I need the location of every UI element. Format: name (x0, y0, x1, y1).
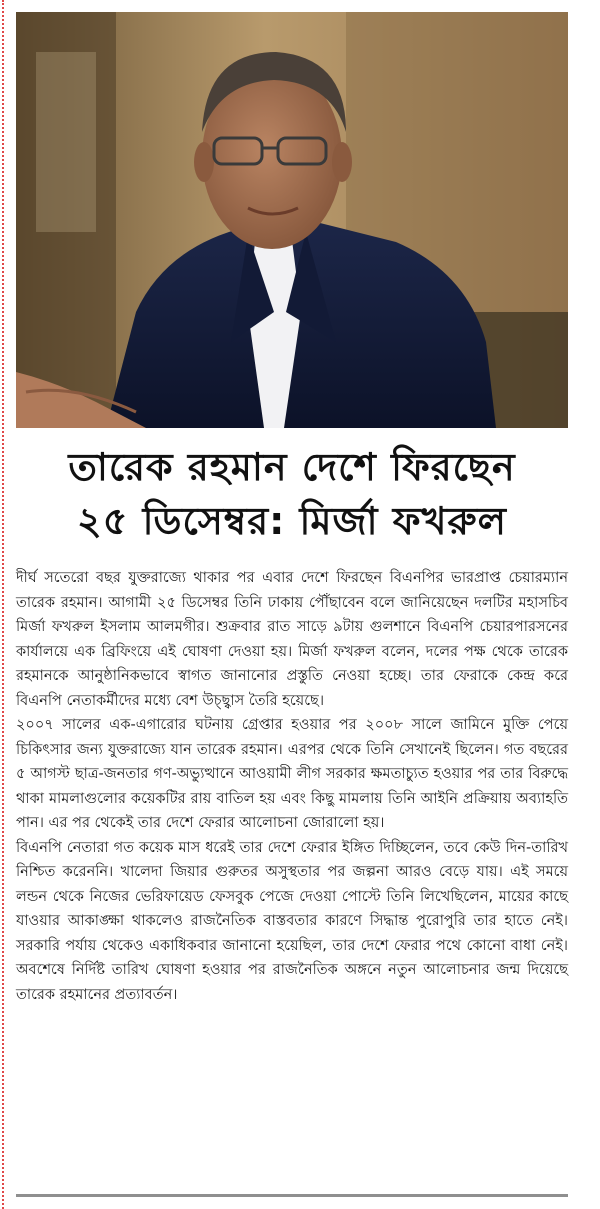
headline-line-1: তারেক রহমান দেশে ফিরছেন (68, 445, 516, 489)
portrait-illustration (16, 12, 568, 428)
page-edge-dotted-border (2, 0, 4, 1209)
bottom-divider (16, 1194, 568, 1197)
article-headline (16, 440, 568, 548)
headline-line-2: ২৫ ডিসেম্বর: মির্জা ফখরুল (77, 499, 507, 543)
article-paragraph: বিএনপি নেতারা গত কয়েক মাস ধরেই তার দেশে ফেরার ইঙ্গিত দিচ্ছিলেন, তবে কেউ দিন-তারিখ নিশ্চিত করেননি। খালেদা জিয়ার গুরুতর অসুস্থতার পর জল্পনা আরও বেড়ে যায়। এই সময়ে লন্ডন থেকে নিজের ভেরিফায়েড ফেসবুক পেজে দেওয়া পোস্টে তিনি লিখেছিলেন, মায়ের কাছে যাওয়ার আকাঙ্ক্ষা থাকলেও রাজনৈতিক বাস্তবতার কারণে সিদ্ধান্ত পুরোপুরি তার হাতে নেই। সরকারি পর্যায় থেকেও একাধিকবার জানানো হয়েছিল, তার দেশে ফেরার পথে কোনো বাধা নেই। অবশেষে নির্দিষ্ট তারিখ ঘোষণা হওয়ার পর রাজনৈতিক অঙ্গনে নতুন আলোচনার জন্ম দিয়েছে তারেক রহমানের প্রত্যাবর্তন। (16, 839, 568, 1003)
article-paragraph: ২০০৭ সালের এক-এগারোর ঘটনায় গ্রেপ্তার হওয়ার পর ২০০৮ সালে জামিনে মুক্তি পেয়ে চিকিৎসার জন্য যুক্তরাজ্যে যান তারেক রহমান। এরপর থেকে তিনি সেখানেই ছিলেন। গত বছরের ৫ আগস্ট ছাত্র-জনতার গণ-অভ্যুত্থানে আওয়ামী লীগ সরকার ক্ষমতাচ্যুত হওয়ার পর তার বিরুদ্ধে থাকা মামলাগুলোর কয়েকটির রায় বাতিল হয় এবং কিছু মামলায় তিনি আইনি প্রক্রিয়ায় অব্যাহতি পান। এর পর থেকেই তার দেশে ফেরার আলোচনা জোরালো হয়। (16, 717, 568, 831)
article-body (16, 566, 568, 1007)
portrait-photo (16, 12, 568, 428)
article-paragraph: দীর্ঘ সতেরো বছর যুক্তরাজ্যে থাকার পর এবার দেশে ফিরছেন বিএনপির ভারপ্রাপ্ত চেয়ারম্যান তারেক রহমান। আগামী ২৫ ডিসেম্বর তিনি ঢাকায় পৌঁছাবেন বলে জানিয়েছেন দলটির মহাসচিব মির্জা ফখরুল ইসলাম আলমগীর। শুক্রবার রাত সাড়ে ৯টায় গুলশানে বিএনপি চেয়ারপারসনের কার্যালয়ে এক ব্রিফিংয়ে এই ঘোষণা দেওয়া হয়। মির্জা ফখরুল বলেন, দলের পক্ষ থেকে তারেক রহমানকে আনুষ্ঠানিকভাবে স্বাগত জানানোর প্রস্তুতি নেওয়া হচ্ছে। তার ফেরাকে কেন্দ্র করে বিএনপি নেতাকর্মীদের মধ্যে বেশ উচ্ছ্বাস তৈরি হয়েছে। (16, 570, 568, 709)
